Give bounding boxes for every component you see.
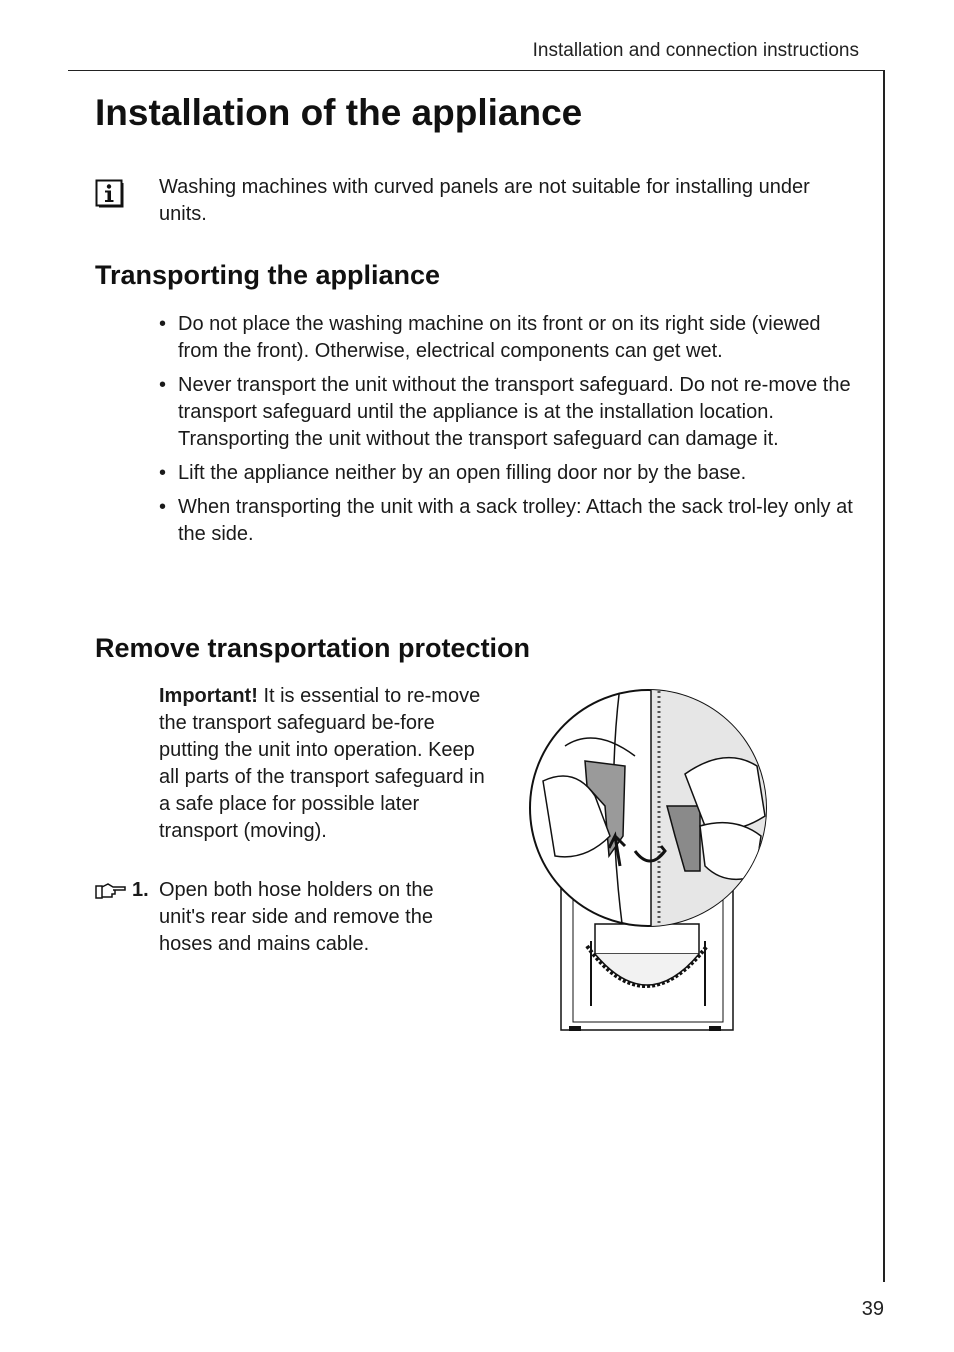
transport-safeguard-illustration (525, 686, 769, 1038)
list-item: • When transporting the unit with a sack trolley: Attach the sack trol-ley only at the side. (159, 494, 859, 548)
page-title: Installation of the appliance (95, 92, 583, 133)
list-item: • Do not place the washing machine on its front or on its right side (viewed from the front). Otherwise, electrical components can get wet. (159, 311, 859, 365)
running-header: Installation and connection instructions (532, 40, 859, 61)
list-item: • Never transport the unit without the transport safeguard. Do not re-move the transport safeguard until the appliance is at the installation location. Transporting the unit without the transport safeguard can damage it. (159, 372, 859, 453)
transport-bullet-list (159, 311, 859, 555)
page-number: 39 (861, 1298, 884, 1320)
margin-rule (883, 70, 885, 1282)
info-icon (95, 178, 125, 208)
pointing-hand-icon (95, 881, 127, 901)
important-label: Important! (159, 685, 258, 707)
section-heading-remove-protection: Remove transportation protection (95, 633, 531, 663)
important-text: It is essential to re-move the transport safeguard be-fore putting the unit into operation. Keep all parts of the transport safeguard in a safe place for possible later transport (moving). (159, 685, 485, 842)
step-number: 1. (132, 879, 149, 901)
info-note: Washing machines with curved panels are not suitable for installing under units. (159, 176, 810, 225)
header-rule (68, 70, 885, 71)
section-heading-transporting: Transporting the appliance (95, 260, 441, 290)
list-item: • Lift the appliance neither by an open filling door nor by the base. (159, 460, 859, 487)
important-note (159, 683, 499, 845)
step-text: Open both hose holders on the unit's rear side and remove the hoses and mains cable. (159, 879, 434, 955)
